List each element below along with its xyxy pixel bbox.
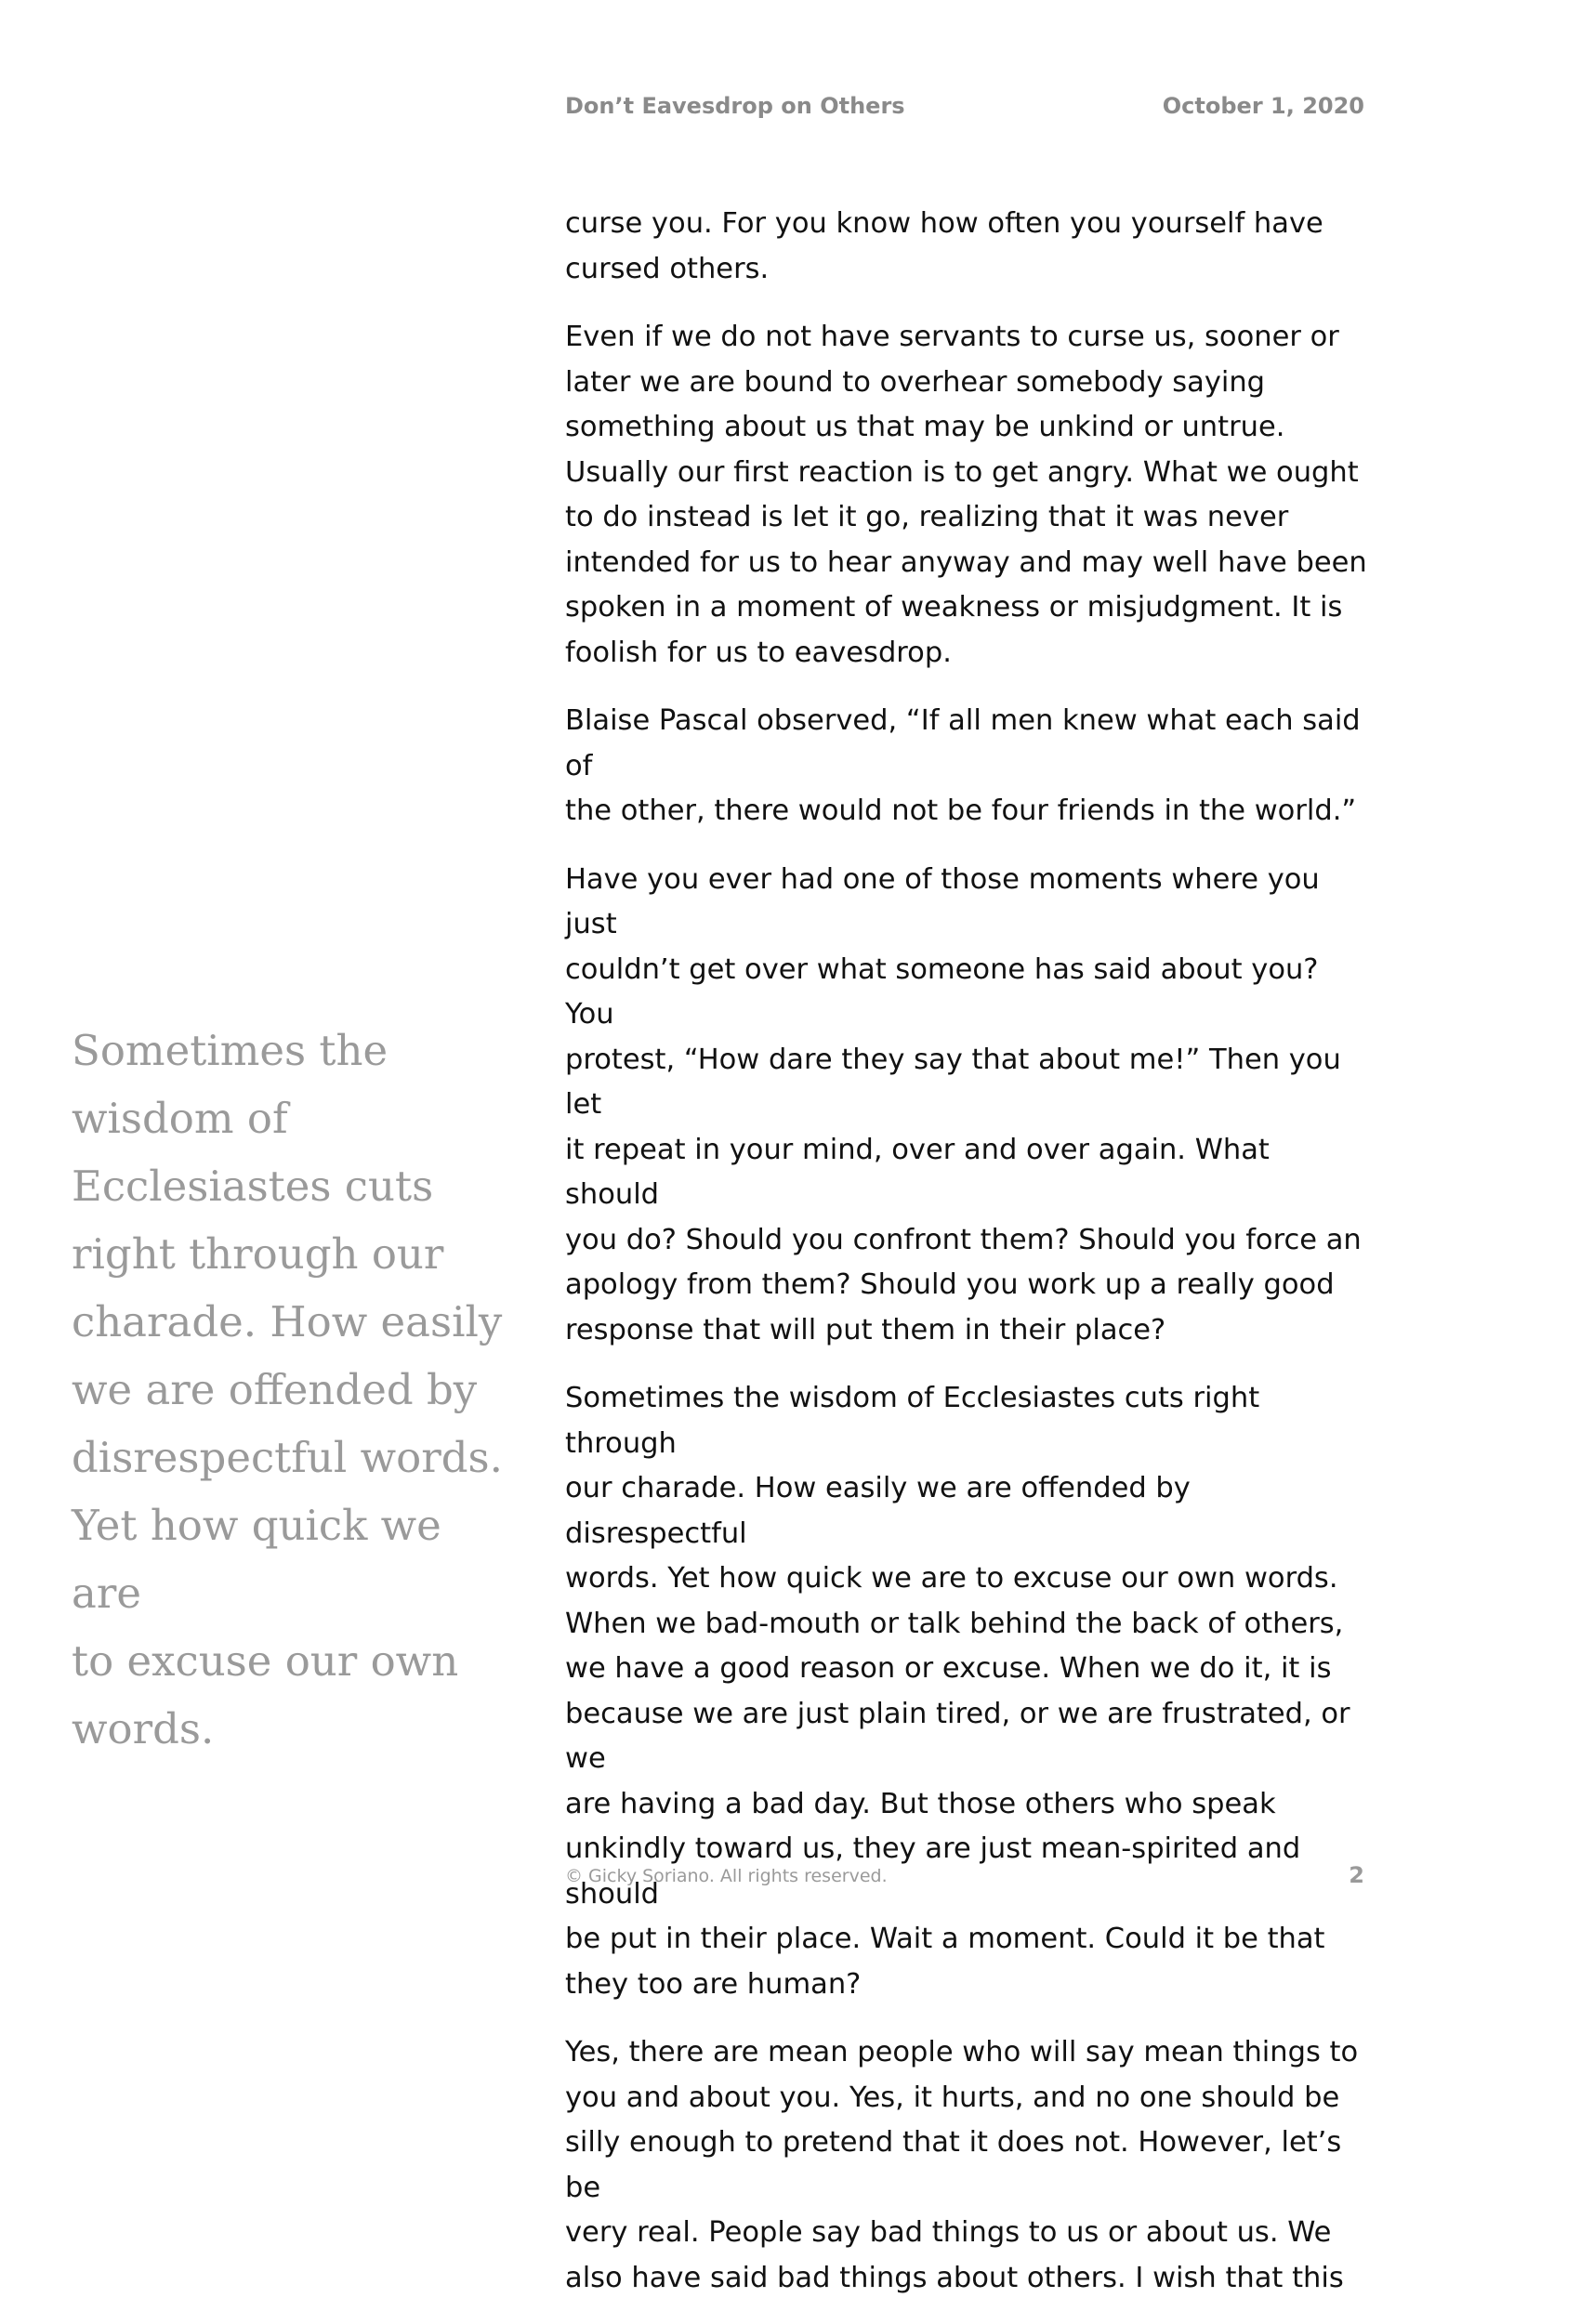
page-number: 2 xyxy=(1349,1862,1364,1888)
header-title: Don’t Eavesdrop on Others xyxy=(565,93,905,119)
body-paragraph: Yes, there are mean people who will say mean things to you and about you. Yes, it hurts, and no one should be silly enough to pretend that it does not. However, let’s be very real. People say bad things to us or about us. We also have said bad things about others. I wish that this xyxy=(565,2036,1359,2294)
body-paragraph: Even if we do not have servants to curse us, sooner or later we are bound to overhear somebody saying something about us that may be unkind or untrue. Usually our first reaction is to get angry. What we ought to do instead is let it go, realizing that it was never intended for us to hear anyway and may well have been spoken in a moment of weakness or misjudgment. It is foolish for us to eavesdrop. xyxy=(565,321,1367,669)
footer-copyright: © Gicky Soriano. All rights reserved. xyxy=(565,1866,888,1886)
body-paragraph: curse you. For you know how often you yourself have cursed others. xyxy=(565,207,1323,285)
pull-quote: Sometimes the wisdom of Ecclesiastes cuts right through our charade. How easily we are offended by disrespectful words. Yet how quick we are to excuse our own words. xyxy=(72,1026,503,1753)
body-paragraph: Have you ever had one of those moments where you just couldn’t get over what someone has said about you? You protest, “How dare they say that about me!” Then you let it repeat in your mind, over and over again. What should you do? Should you confront them? Should you force an apology from them? Should you work up a really good response that will put them in their place? xyxy=(565,862,1362,1346)
body-text xyxy=(565,202,1368,2324)
body-paragraph: Blaise Pascal observed, “If all men knew what each said of the other, there would not be four friends in the world.” xyxy=(565,704,1361,827)
body-paragraph: Sometimes the wisdom of Ecclesiastes cuts right through our charade. How easily we are offended by disrespectful words. Yet how quick we are to excuse our own words. When we bad-mouth or talk behind the back of others, we have a good reason or excuse. When we do it, it is because we are just plain tired, or we are frustrated, or we are having a bad day. But those others who speak unkindly toward us, they are just mean-spirited and should be put in their place. Wait a moment. Could it be that they too are human? xyxy=(565,1382,1350,2001)
header-date: October 1, 2020 xyxy=(1162,93,1364,119)
